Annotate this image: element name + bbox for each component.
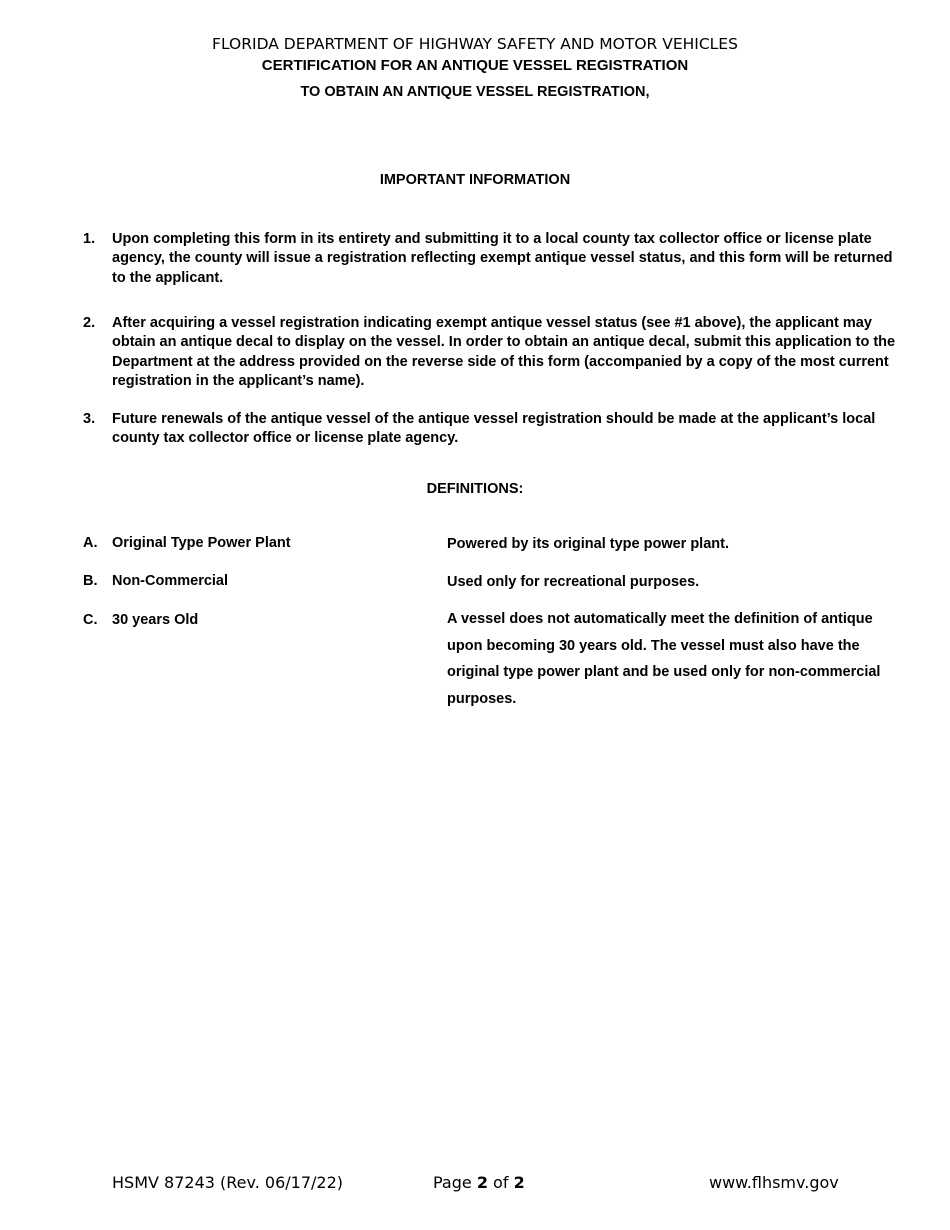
definition-term: 30 years Old xyxy=(112,612,199,628)
important-information-heading: IMPORTANT INFORMATION xyxy=(379,172,571,188)
definition-description: Used only for recreational purposes. xyxy=(447,574,700,590)
page-total: 2 xyxy=(513,1173,525,1192)
item-number: 3. xyxy=(83,411,96,427)
page-current: 2 xyxy=(476,1173,488,1192)
item-text: After acquiring a vessel registration indicating exempt antique vessel status (see #1 above), the applicant may obtain an antique decal to display on the vessel. In order to obtain an antique decal, submit this application to the Department at the address provided on the reverse side of this form (accompanied by a copy of the most current registration in the applicant’s name). xyxy=(112,315,896,390)
definition-letter: A. xyxy=(83,535,98,551)
department-name: FLORIDA DEPARTMENT OF HIGHWAY SAFETY AND MOTOR VEHICLES xyxy=(212,35,738,53)
definition-description: Powered by its original type power plant. xyxy=(447,536,729,552)
definitions-heading: DEFINITIONS: xyxy=(426,481,524,497)
definition-letter: B. xyxy=(83,573,98,589)
page-prefix: Page xyxy=(433,1173,477,1192)
item-number: 1. xyxy=(83,231,96,247)
definition-description: A vessel does not automatically meet the definition of antique upon becoming 30 years old. The vessel must also have the original type power plant and be used only for non-commercial purposes. xyxy=(447,611,881,708)
item-text: Future renewals of the antique vessel of the antique vessel registration should be made at the applicant’s local county tax collector office or license plate agency. xyxy=(112,411,876,447)
page-indicator xyxy=(433,1173,525,1192)
item-text: Upon completing this form in its entirety and submitting it to a local county tax collector office or license plate agency, the county will issue a registration reflecting exempt antique vessel status, and this form will be returned to the applicant. xyxy=(112,231,893,286)
definition-letter: C. xyxy=(83,612,98,628)
definition-term: Non-Commercial xyxy=(112,573,229,589)
form-number: HSMV 87243 (Rev. 06/17/22) xyxy=(112,1173,343,1192)
page-of: of xyxy=(487,1173,514,1192)
form-title: CERTIFICATION FOR AN ANTIQUE VESSEL REGISTRATION xyxy=(261,57,689,74)
definition-term: Original Type Power Plant xyxy=(112,535,291,551)
website-link[interactable]: www.flhsmv.gov xyxy=(709,1173,839,1192)
form-subtitle: TO OBTAIN AN ANTIQUE VESSEL REGISTRATION, xyxy=(300,84,650,100)
item-number: 2. xyxy=(83,315,96,331)
